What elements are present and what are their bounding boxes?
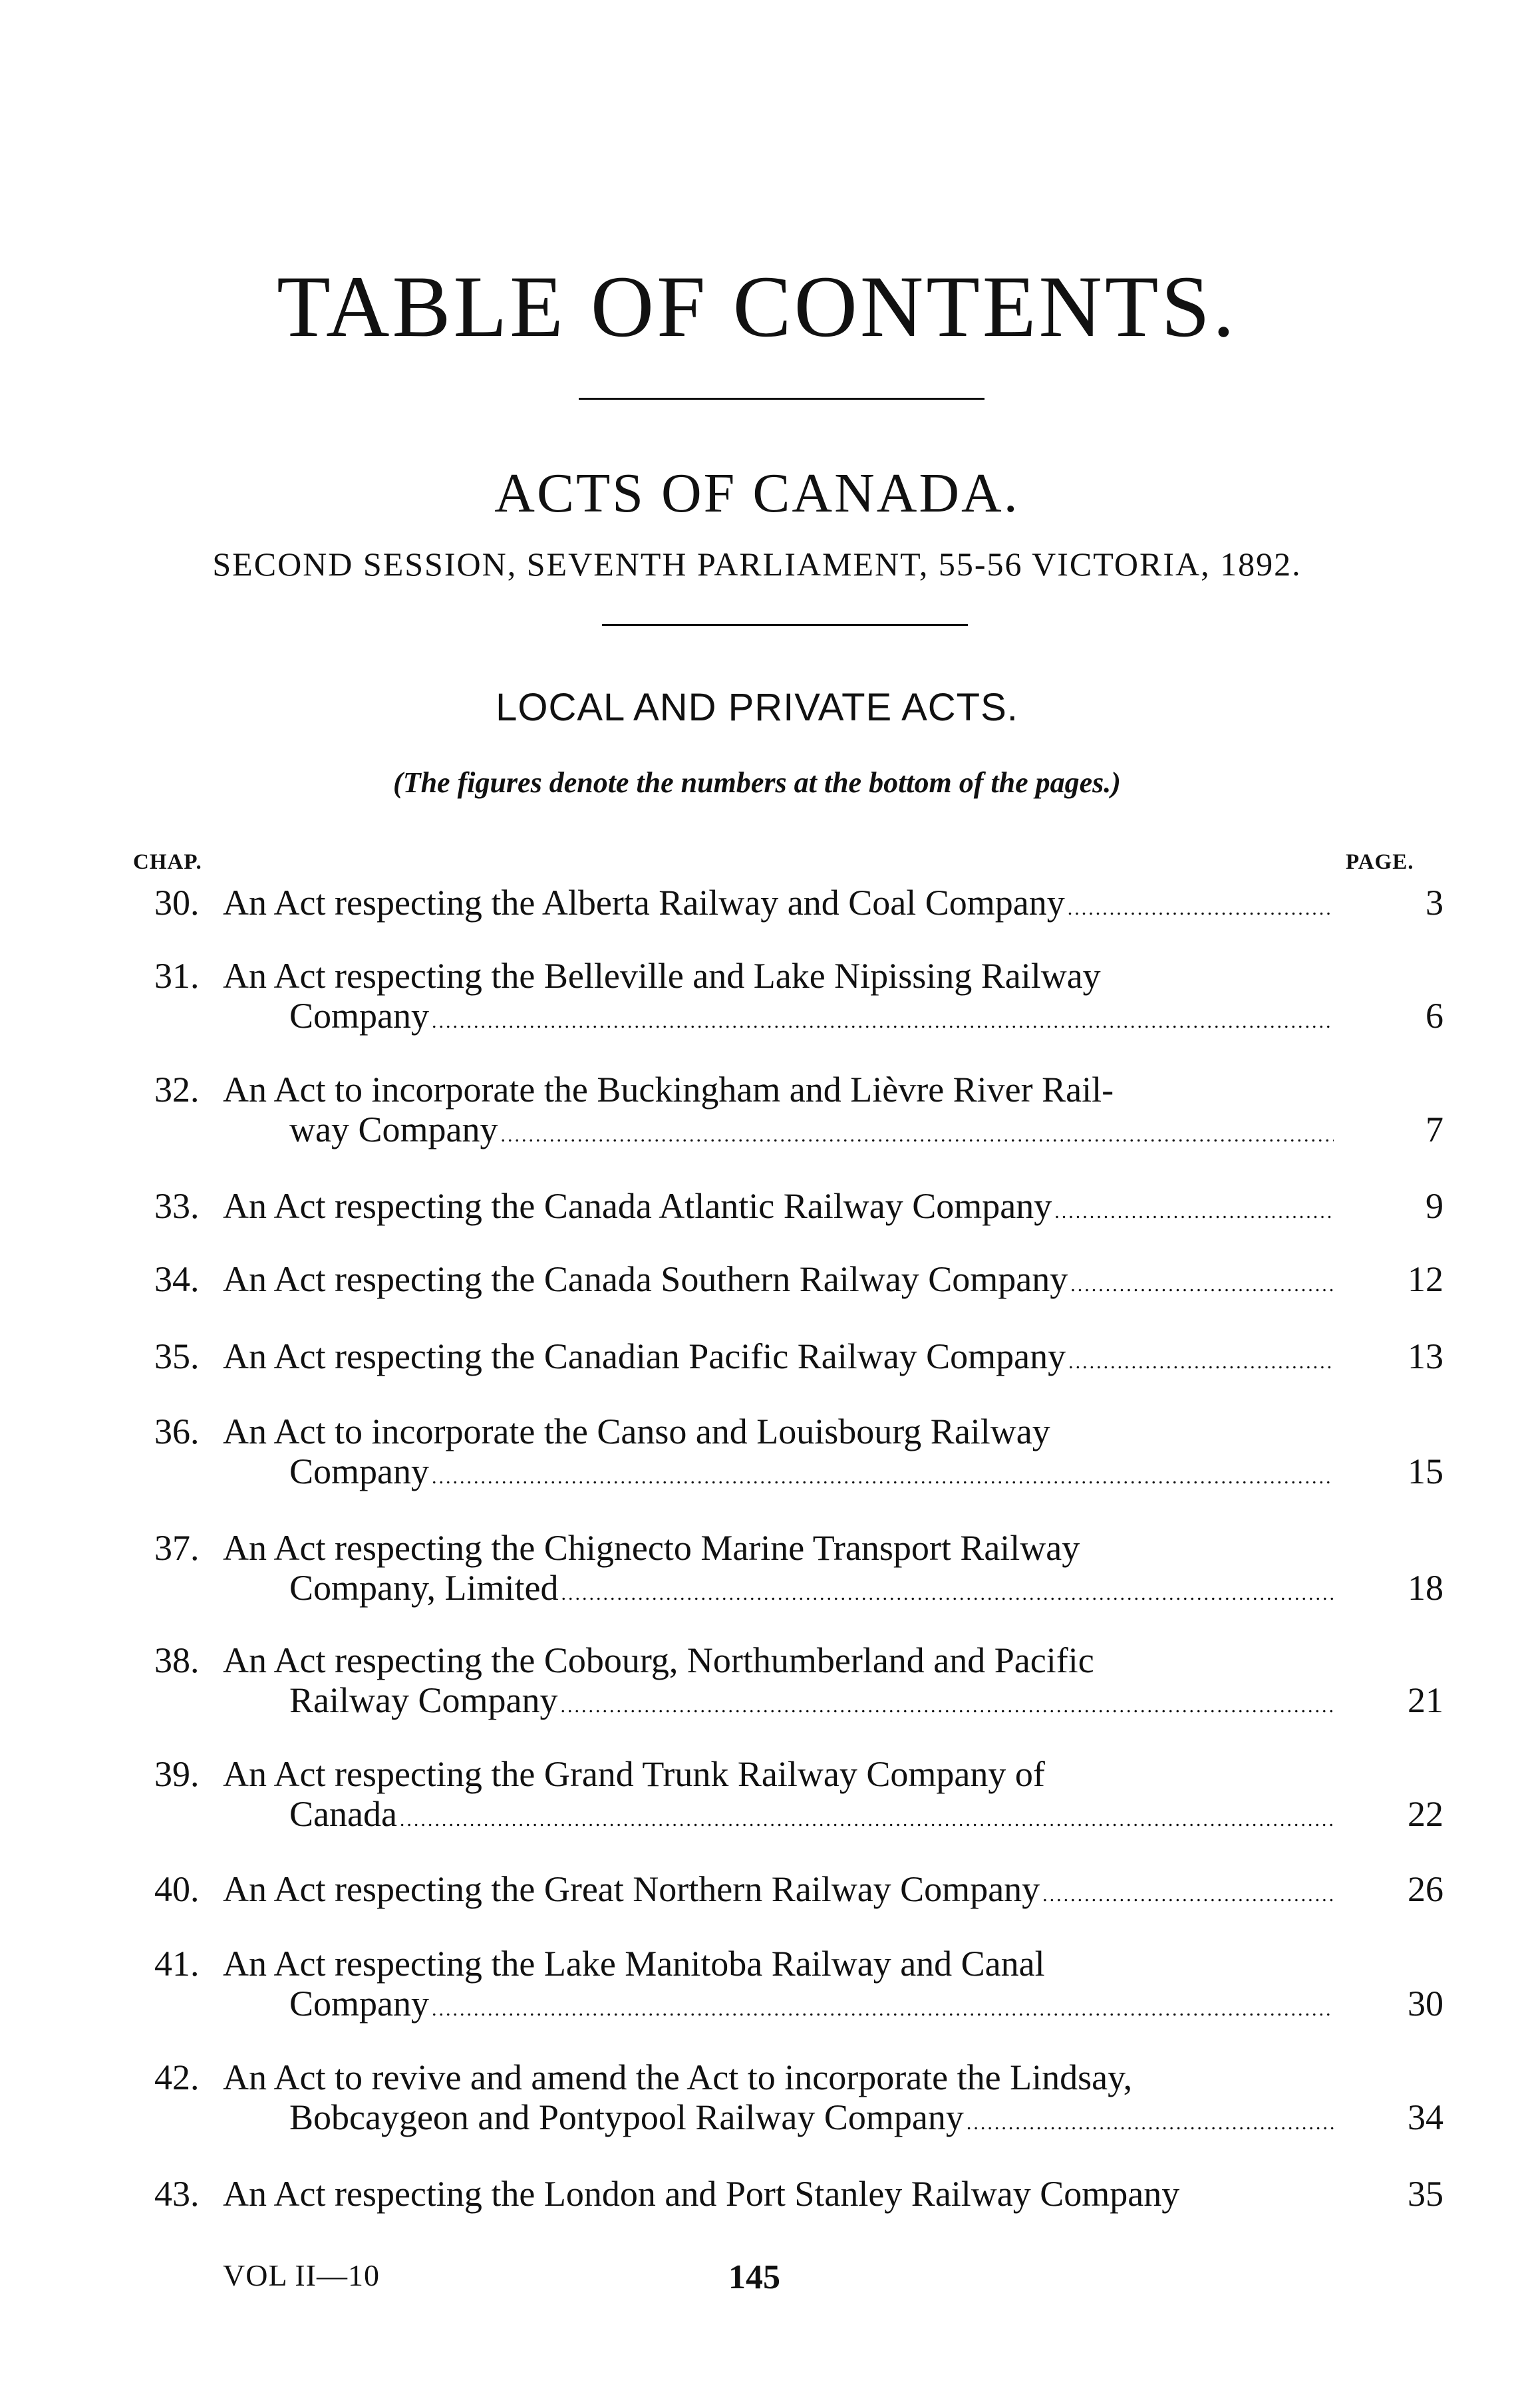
dot-leader <box>432 1990 1334 2030</box>
chapter-column-header: CHAP. <box>133 850 202 874</box>
entry-title-continued: Company <box>289 996 429 1036</box>
entry-title: An Act respecting the Great Northern Railway Company <box>223 1869 1040 1909</box>
folio-number: 145 <box>728 2258 780 2296</box>
session-subtitle: SECOND SESSION, SEVENTH PARLIAMENT, 55-56 VICTORIA, 1892. <box>212 545 1302 583</box>
page-number: 15 <box>1408 1451 1443 1491</box>
dot-leader <box>432 1457 1334 1497</box>
volume-signature: VOL II—10 <box>223 2258 380 2292</box>
page-number: 22 <box>1408 1794 1443 1834</box>
dot-leader <box>560 1686 1334 1726</box>
dot-leader <box>400 1800 1334 1840</box>
page-number: 9 <box>1426 1186 1443 1226</box>
entry-title-continued: Canada <box>289 1794 397 1834</box>
entry-title: An Act respecting the Canadian Pacific Railway Company <box>223 1336 1066 1376</box>
entry-title: An Act to revive and amend the Act to incorporate the Lindsay, <box>223 2057 1133 2097</box>
chapter-number: 42. <box>154 2057 200 2097</box>
page-number: 34 <box>1408 2097 1443 2137</box>
entry-title: An Act respecting the Chignecto Marine Transport Railway <box>223 1528 1080 1568</box>
chapter-number: 32. <box>154 1070 200 1110</box>
dot-leader <box>1068 1342 1334 1382</box>
chapter-number: 37. <box>154 1528 200 1568</box>
dot-leader <box>500 1116 1334 1155</box>
page-number: 7 <box>1426 1110 1443 1149</box>
page-column-header: PAGE. <box>1346 850 1414 874</box>
entry-title: An Act respecting the Canada Atlantic Railway Company <box>223 1186 1052 1226</box>
page-number: 30 <box>1408 1984 1443 2024</box>
page-number: 3 <box>1426 883 1443 923</box>
chapter-number: 40. <box>154 1869 200 1909</box>
dot-leader <box>432 1002 1334 1042</box>
page-number: 13 <box>1408 1336 1443 1376</box>
entry-title-continued: Company, Limited <box>289 1568 559 1608</box>
dot-leader <box>1054 1192 1334 1232</box>
chapter-number: 43. <box>154 2174 200 2214</box>
chapter-number: 35. <box>154 1336 200 1376</box>
chapter-number: 34. <box>154 1259 200 1299</box>
entry-title-continued: Company <box>289 1984 429 2024</box>
dot-leader <box>967 2103 1334 2143</box>
chapter-number: 41. <box>154 1944 200 1984</box>
acts-heading: ACTS OF CANADA. <box>494 462 1020 524</box>
dot-leader <box>1068 889 1334 929</box>
chapter-number: 30. <box>154 883 200 923</box>
entry-title: An Act to incorporate the Buckingham and Lièvre River Rail- <box>223 1070 1114 1110</box>
entry-title: An Act to incorporate the Canso and Louisbourg Railway <box>223 1412 1050 1451</box>
entry-title-continued: Company <box>289 1451 429 1491</box>
page-number: 6 <box>1426 996 1443 1036</box>
entry-title: An Act respecting the Belleville and Lake Nipissing Railway <box>223 956 1101 996</box>
entry-title: An Act respecting the Canada Southern Railway Company <box>223 1259 1068 1299</box>
page-number: 26 <box>1408 1869 1443 1909</box>
dot-leader <box>1042 1875 1334 1915</box>
section-heading: LOCAL AND PRIVATE ACTS. <box>496 686 1018 729</box>
entry-title-continued: Railway Company <box>289 1680 558 1720</box>
page-note: (The figures denote the numbers at the bottom of the pages.) <box>393 766 1121 799</box>
chapter-number: 33. <box>154 1186 200 1226</box>
page-number: 21 <box>1408 1680 1443 1720</box>
chapter-number: 31. <box>154 956 200 996</box>
entry-title: An Act respecting the Alberta Railway and Coal Company <box>223 883 1065 923</box>
entry-title: An Act respecting the Cobourg, Northumberland and Pacific <box>223 1640 1094 1680</box>
entry-title: An Act respecting the Lake Manitoba Railway and Canal <box>223 1944 1045 1984</box>
page-number: 35 <box>1408 2174 1443 2214</box>
chapter-number: 36. <box>154 1412 200 1451</box>
chapter-number: 39. <box>154 1754 200 1794</box>
entry-title-continued: way Company <box>289 1110 498 1149</box>
dot-leader <box>561 1574 1334 1614</box>
page-number: 18 <box>1408 1568 1443 1608</box>
entry-title: An Act respecting the London and Port Stanley Railway Company <box>223 2174 1180 2214</box>
entry-title: An Act respecting the Grand Trunk Railway Company of <box>223 1754 1045 1794</box>
page-number: 12 <box>1408 1259 1443 1299</box>
chapter-number: 38. <box>154 1640 200 1680</box>
dot-leader <box>1070 1265 1334 1305</box>
entry-title-continued: Bobcaygeon and Pontypool Railway Company <box>289 2097 964 2137</box>
page-title: TABLE OF CONTENTS. <box>277 257 1237 355</box>
